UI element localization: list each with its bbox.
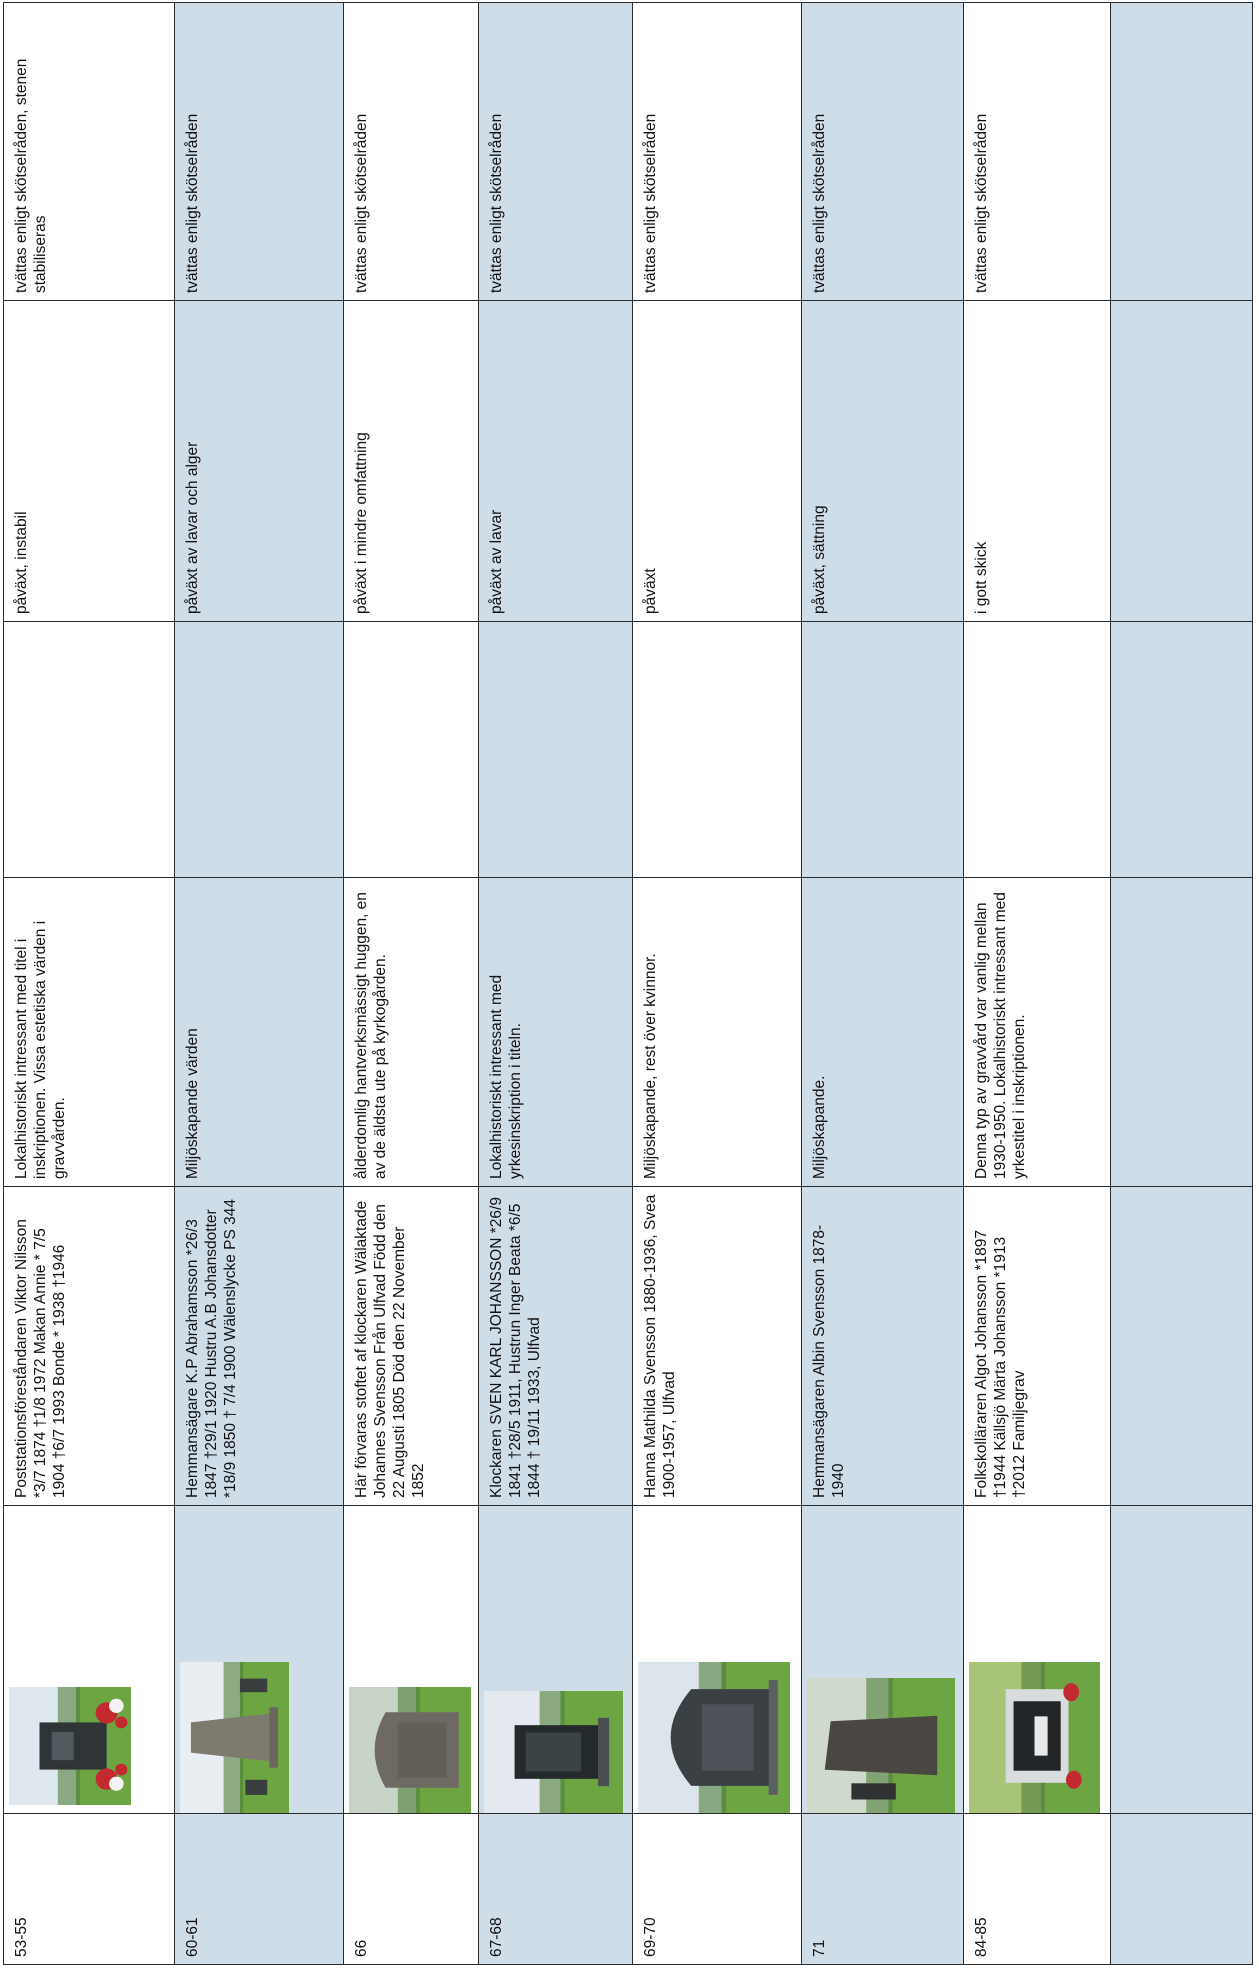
gravestone-photo-old-slab (349, 1687, 471, 1813)
condition-cell: påväxt, instabil (4, 301, 175, 622)
gravestone-photo-dark-slab (484, 1691, 623, 1813)
extra-notes-cell (964, 622, 1111, 878)
action-cell: tvättas enligt skötselråden (802, 3, 964, 301)
empty-cell (1110, 1187, 1252, 1506)
grave-number-cell: 71 (802, 1814, 964, 1965)
condition-cell: påväxt (632, 301, 801, 622)
extra-notes-cell (174, 622, 343, 878)
table-row (802, 3, 964, 1965)
inscription-cell: Här förvaras stoftet af klockaren Wälaktade Johannes Svensson Från Ulfvad Född den 22 Augusti 1805 Död den 22 November 1852 (343, 1187, 478, 1506)
grave-number-cell: 66 (343, 1814, 478, 1965)
motivation-cell: Denna typ av gravvård var vanlig mellan 1930-1950. Lokalhistoriskt intressant med yrkestitel i inskriptionen. (964, 878, 1111, 1187)
table-row (478, 3, 632, 1965)
action-cell: tvättas enligt skötselråden (478, 3, 632, 301)
action-cell: tvättas enligt skötselråden (964, 3, 1111, 301)
empty-cell (1110, 622, 1252, 878)
condition-cell: påväxt i mindre omfattning (343, 301, 478, 622)
inscription-cell: Folkskolläraren Algot Johansson *1897 †1944 Källsjö Märta Johansson *1913 †2012 Familjegrav (964, 1187, 1111, 1506)
gravestone-photo-cell (632, 1506, 801, 1814)
inscription-cell: Klockaren SVEN KARL JOHANSSON *26/9 1841 †28/5 1911, Hustrun Inger Beata *6/5 1844 † 19/11 1933, Ulfvad (478, 1187, 632, 1506)
motivation-cell: Miljöskapande. (802, 878, 964, 1187)
grave-number-cell: 67-68 (478, 1814, 632, 1965)
empty-cell (1110, 301, 1252, 622)
action-cell: tvättas enligt skötselråden (174, 3, 343, 301)
extra-notes-cell (343, 622, 478, 878)
gravestone-photo-cell (343, 1506, 478, 1814)
motivation-cell: Lokalhistoriskt intressant med titel i inskriptionen. Vissa estetiska värden i gravvården. (4, 878, 175, 1187)
gravestone-photo-cell (802, 1506, 964, 1814)
gravestone-photo-tall-dark (807, 1678, 955, 1813)
condition-cell: i gott skick (964, 301, 1111, 622)
gravestone-inventory-table (3, 2, 1253, 1965)
gravestone-photo-cell (964, 1506, 1111, 1814)
action-cell: tvättas enligt skötselråden (632, 3, 801, 301)
inscription-cell: Hanna Mathilda Svensson 1880-1936, Svea 1900-1957, Ulfvad (632, 1187, 801, 1506)
empty-cell (1110, 1506, 1252, 1814)
extra-notes-cell (4, 622, 175, 878)
extra-notes-cell (478, 622, 632, 878)
condition-cell: påväxt, sättning (802, 301, 964, 622)
inscription-cell: Hemmansägaren Albin Svensson 1878-1940 (802, 1187, 964, 1506)
action-cell: tvättas enligt skötselråden, stenen stabiliseras (4, 3, 175, 301)
table-row (343, 3, 478, 1965)
gravestone-photo-flowers (9, 1687, 131, 1805)
grave-number-cell: 69-70 (632, 1814, 801, 1965)
inscription-cell: Poststationsföreståndaren Viktor Nilsson *3/7 1874 †1/8 1972 Makan Annie * 7/5 1904 †6/7 1993 Bonde * 1938 †1946 (4, 1187, 175, 1506)
condition-cell: påväxt av lavar och alger (174, 301, 343, 622)
condition-cell: påväxt av lavar (478, 301, 632, 622)
extra-notes-cell (802, 622, 964, 878)
action-cell: tvättas enligt skötselråden (343, 3, 478, 301)
table-row-empty (1110, 3, 1252, 1965)
motivation-cell: ålderdomlig hantverksmässigt huggen, en av de äldsta ute på kyrkogården. (343, 878, 478, 1187)
gravestone-photo-cell (174, 1506, 343, 1814)
inscription-cell: Hemmansägare K.P Abrahamsson *26/3 1847 †29/1 1920 Hustru A.B Johansdotter *18/9 1850 † 7/4 1900 Wälenslycke PS 344 (174, 1187, 343, 1506)
motivation-cell: Miljöskapande, rest över kvinnor. (632, 878, 801, 1187)
empty-cell (1110, 3, 1252, 301)
gravestone-photo-obelisk (180, 1662, 289, 1813)
empty-cell (1110, 878, 1252, 1187)
motivation-cell: Lokalhistoriskt intressant med yrkesinskription i titeln. (478, 878, 632, 1187)
gravestone-photo-family-grave (969, 1662, 1100, 1813)
table-row (632, 3, 801, 1965)
table-row (174, 3, 343, 1965)
empty-cell (1110, 1814, 1252, 1965)
table-row (4, 3, 175, 1965)
grave-number-cell: 53-55 (4, 1814, 175, 1965)
extra-notes-cell (632, 622, 801, 878)
gravestone-photo-cell (4, 1506, 175, 1814)
gravestone-photo-rounded (638, 1662, 790, 1813)
gravestone-photo-cell (478, 1506, 632, 1814)
motivation-cell: Miljöskapande värden (174, 878, 343, 1187)
table-body (4, 3, 1253, 1965)
grave-number-cell: 60-61 (174, 1814, 343, 1965)
grave-number-cell: 84-85 (964, 1814, 1111, 1965)
table-row (964, 3, 1111, 1965)
